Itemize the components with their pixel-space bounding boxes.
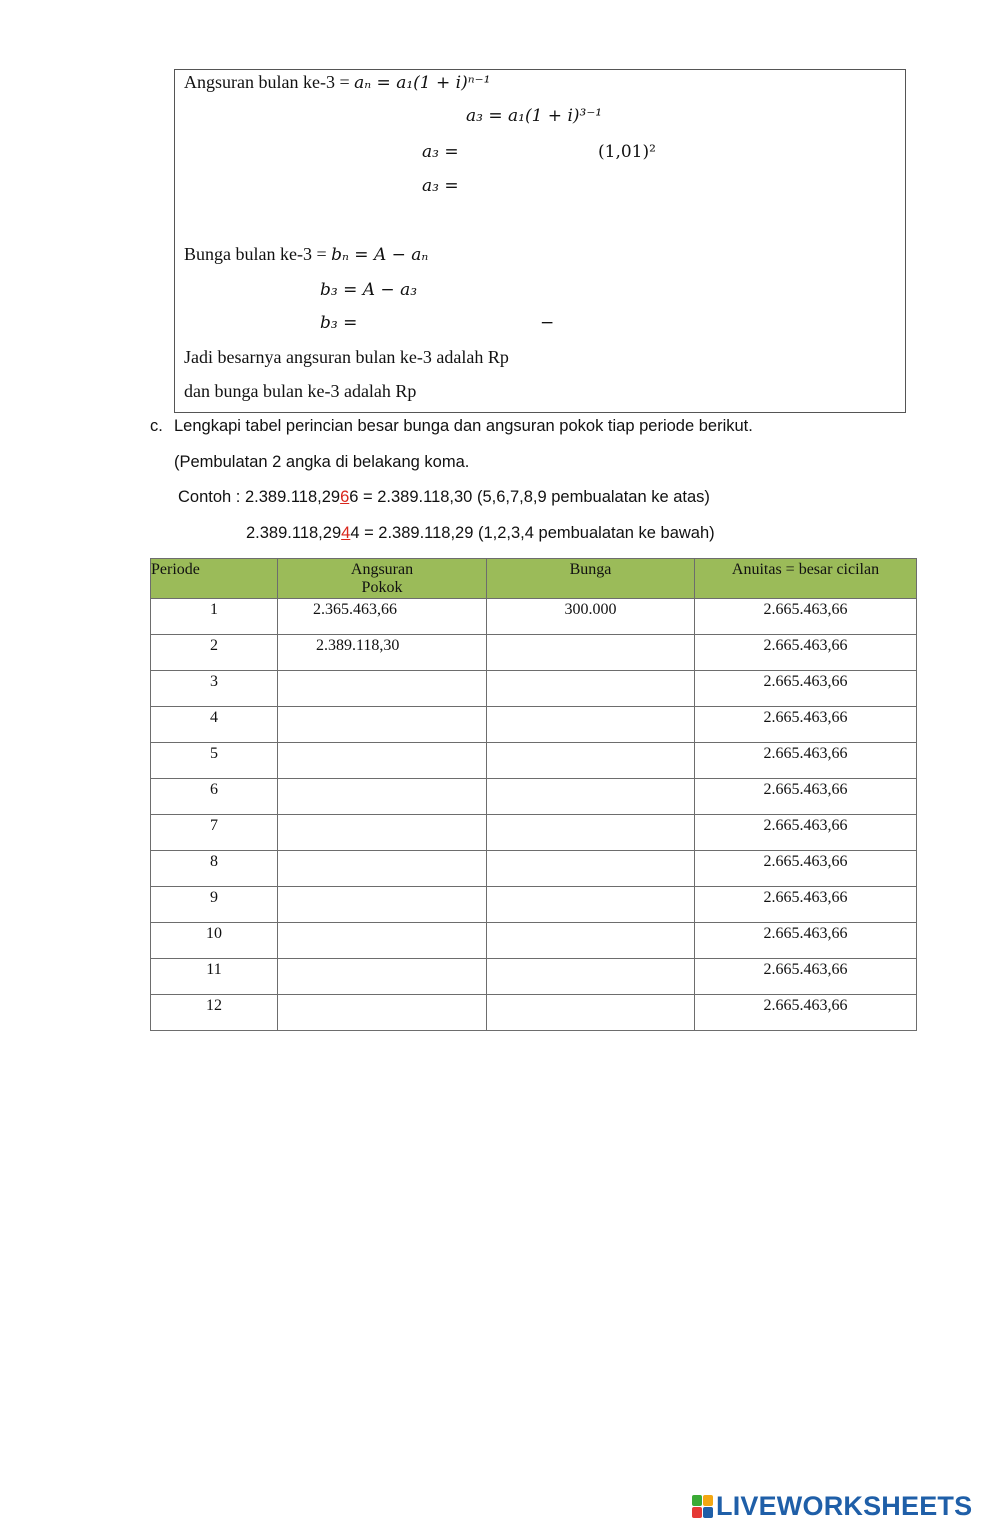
cell-angsuran-pokok[interactable]	[278, 815, 487, 851]
cell-anuitas: 2.665.463,66	[695, 923, 917, 959]
bunga-general-formula: bₙ = A − aₙ	[331, 245, 429, 265]
cell-angsuran-pokok: 2.365.463,66	[278, 599, 487, 635]
cell-angsuran-pokok[interactable]	[278, 995, 487, 1031]
cell-bunga[interactable]	[487, 815, 695, 851]
example-down-prefix: 2.389.118,29	[246, 524, 342, 542]
liveworksheets-logo-icon	[692, 1493, 714, 1519]
cell-periode: 6	[151, 779, 278, 815]
cell-bunga: 300.000	[487, 599, 695, 635]
instruction-text: Lengkapi tabel perincian besar bunga dan angsuran pokok tiap periode berikut.	[174, 417, 753, 435]
cell-periode: 7	[151, 815, 278, 851]
table-row	[151, 635, 917, 671]
header-angsuran-pokok	[278, 559, 487, 599]
cell-angsuran-pokok: 2.389.118,30	[278, 635, 487, 671]
example-up-digit: 6	[340, 488, 350, 506]
cell-anuitas: 2.665.463,66	[695, 707, 917, 743]
cell-anuitas: 2.665.463,66	[695, 599, 917, 635]
cell-periode: 10	[151, 923, 278, 959]
cell-periode: 8	[151, 851, 278, 887]
cell-bunga[interactable]	[487, 635, 695, 671]
cell-bunga[interactable]	[487, 671, 695, 707]
table-row	[151, 815, 917, 851]
cell-angsuran-pokok[interactable]	[278, 779, 487, 815]
cell-periode: 1	[151, 599, 278, 635]
table-row	[151, 959, 917, 995]
cell-periode: 3	[151, 671, 278, 707]
cell-periode: 9	[151, 887, 278, 923]
angsuran-general-formula: aₙ = a₁(1 + i)ⁿ⁻¹	[354, 73, 491, 93]
example-up-prefix: Contoh : 2.389.118,29	[178, 488, 341, 506]
liveworksheets-wordmark: LIVEWORKSHEETS	[716, 1490, 973, 1521]
cell-angsuran-pokok[interactable]	[278, 707, 487, 743]
cell-anuitas: 2.665.463,66	[695, 779, 917, 815]
liveworksheets-logo	[692, 1490, 972, 1522]
table-row	[151, 779, 917, 815]
cell-anuitas: 2.665.463,66	[695, 815, 917, 851]
b3-step-left: b₃ =	[320, 313, 358, 333]
table-header-row	[151, 559, 917, 599]
cell-anuitas: 2.665.463,66	[695, 851, 917, 887]
cell-periode: 2	[151, 635, 278, 671]
cell-bunga[interactable]	[487, 851, 695, 887]
table-row	[151, 743, 917, 779]
bunga-label: Bunga bulan ke-3 =	[184, 244, 332, 264]
header-anuitas: Anuitas = besar cicilan	[695, 559, 917, 599]
cell-anuitas: 2.665.463,66	[695, 887, 917, 923]
cell-anuitas: 2.665.463,66	[695, 959, 917, 995]
table-row	[151, 923, 917, 959]
cell-bunga[interactable]	[487, 923, 695, 959]
cell-bunga[interactable]	[487, 887, 695, 923]
cell-anuitas: 2.665.463,66	[695, 635, 917, 671]
a3-result-left: a₃ =	[422, 176, 459, 196]
cell-bunga[interactable]	[487, 959, 695, 995]
header-angsuran-line1: Angsuran	[350, 561, 414, 578]
rounding-note: (Pembulatan 2 angka di belakang koma.	[174, 453, 470, 471]
cell-anuitas: 2.665.463,66	[695, 995, 917, 1031]
table-row	[151, 887, 917, 923]
table-row	[151, 671, 917, 707]
table-row	[151, 851, 917, 887]
a3-step-power: (1,01)²	[598, 142, 656, 162]
bunga-line	[184, 244, 428, 265]
cell-angsuran-pokok[interactable]	[278, 887, 487, 923]
cell-angsuran-pokok[interactable]	[278, 671, 487, 707]
rounding-example-up	[178, 488, 710, 507]
item-marker: c.	[150, 417, 163, 435]
cell-bunga[interactable]	[487, 707, 695, 743]
table-row	[151, 707, 917, 743]
header-bunga: Bunga	[487, 559, 695, 599]
rounding-example-down	[246, 524, 715, 543]
cell-periode: 12	[151, 995, 278, 1031]
conclusion-bunga: dan bunga bulan ke-3 adalah Rp	[184, 381, 417, 401]
cell-anuitas: 2.665.463,66	[695, 671, 917, 707]
a3-formula: a₃ = a₁(1 + i)³⁻¹	[466, 106, 603, 126]
a3-step-left: a₃ =	[422, 142, 459, 162]
cell-bunga[interactable]	[487, 743, 695, 779]
cell-anuitas: 2.665.463,66	[695, 743, 917, 779]
cell-periode: 4	[151, 707, 278, 743]
cell-angsuran-pokok[interactable]	[278, 743, 487, 779]
cell-periode: 11	[151, 959, 278, 995]
b3-minus-sign: −	[540, 313, 555, 333]
cell-angsuran-pokok[interactable]	[278, 959, 487, 995]
example-down-digit: 4	[341, 524, 351, 542]
example-up-suffix: 6 = 2.389.118,30 (5,6,7,8,9 pembualatan ke atas)	[349, 488, 710, 506]
conclusion-angsuran: Jadi besarnya angsuran bulan ke-3 adalah Rp	[184, 347, 509, 367]
cell-bunga[interactable]	[487, 779, 695, 815]
b3-formula: b₃ = A − a₃	[320, 280, 418, 300]
cell-angsuran-pokok[interactable]	[278, 851, 487, 887]
header-angsuran-line2: Pokok	[361, 579, 403, 596]
cell-bunga[interactable]	[487, 995, 695, 1031]
angsuran-label: Angsuran bulan ke-3 =	[184, 72, 355, 92]
example-down-suffix: 4 = 2.389.118,29 (1,2,3,4 pembualatan ke bawah)	[350, 524, 715, 542]
angsuran-line-label	[184, 72, 490, 93]
amortization-table	[150, 558, 917, 1031]
header-periode: Periode	[151, 559, 278, 599]
cell-angsuran-pokok[interactable]	[278, 923, 487, 959]
table-row	[151, 995, 917, 1031]
table-row	[151, 599, 917, 635]
cell-periode: 5	[151, 743, 278, 779]
